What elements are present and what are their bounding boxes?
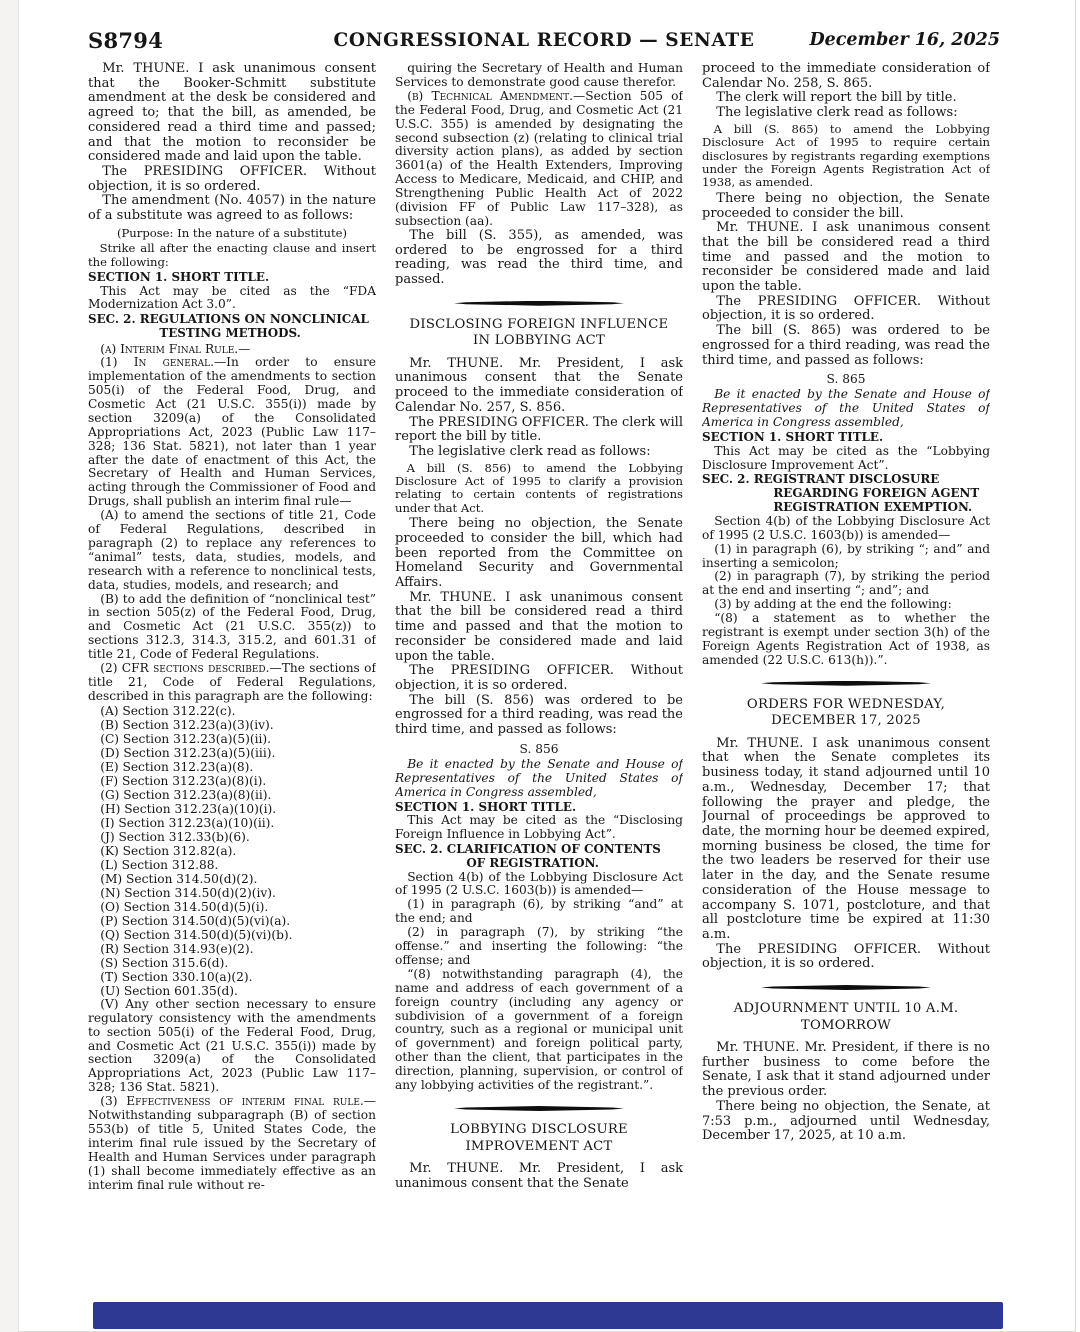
- paragraph: There being no objection, the Senate proceeded to consider the bill, which had been reported from the Committee on Homeland Security and Governmental Affairs.: [395, 516, 683, 591]
- cfr-list-item: (U) Section 601.35(d).: [100, 983, 238, 998]
- paragraph: Mr. THUNE. I ask unanimous consent that the Booker-Schmitt substitute amendment at the desk be considered and agreed to; that the bill, as amended, be considered read a third time and passed; and that the motion to reconsider be considered made and laid upon the table.: [88, 62, 376, 165]
- bill-text: (3) Effectiveness of interim final rule.—Notwithstanding subparagraph (B) of section 553(b) of title 5, United States Code, the interim final rule issued by the Secretary of Health and Human Services under paragraph (1) shall become immediately effective as an interim final rule without re-: [88, 1094, 376, 1192]
- masthead-title: CONGRESSIONAL RECORD — SENATE: [333, 30, 755, 51]
- section-heading: SEC. 2. REGULATIONS ON NONCLINICAL TESTING METHODS.: [88, 312, 369, 341]
- section-divider: [761, 985, 931, 990]
- paragraph: Mr. THUNE. I ask unanimous consent that the bill be considered read a third time and passed and that the motion to reconsider be considered made and laid upon the table.: [395, 589, 683, 664]
- cfr-list-item: (R) Section 314.93(e)(2).: [100, 941, 254, 956]
- paragraph: The amendment (No. 4057) in the nature of a substitute was agreed to as follows:: [88, 193, 376, 224]
- paragraph: proceed to the immediate consideration of Calendar No. 258, S. 865.: [702, 62, 990, 91]
- viewer-left-margin: [0, 0, 19, 1332]
- bill-text: (2) CFR sections described.—The sections of title 21, Code of Federal Regulations, described in this paragraph are the following:: [88, 661, 376, 703]
- bill-text: (B) to add the definition of “nonclinical test” in section 505(z) of the Federal Food, Drug, and Cosmetic Act (21 U.S.C. 355(z)) to sections 312.3, 314.3, 315.2, and 601.31 of title 21, Code of Federal Regulations.: [88, 591, 376, 662]
- bill-text: This Act may be cited as the “Disclosing Foreign Influence in Lobbying Act”.: [395, 813, 683, 841]
- cfr-list-item: (H) Section 312.23(a)(10)(i).: [100, 801, 277, 816]
- cfr-list-item: (O) Section 314.50(d)(5)(i).: [100, 899, 269, 914]
- small-caps-lead: (b) Technical Amendment.—: [407, 88, 586, 103]
- paragraph: There being no objection, the Senate proceeded to consider the bill.: [702, 190, 990, 221]
- reported-bill-title: A bill (S. 865) to amend the Lobbying Disclosure Act of 1995 to require certain disclosures by registrants regarding exemptions under the Foreign Agents Registration Act of 1938, as amended.: [702, 121, 990, 190]
- paragraph: The bill (S. 865) was ordered to be engrossed for a third reading, was read the third time, and passed as follows:: [702, 323, 990, 368]
- section-heading: SECTION 1. SHORT TITLE.: [88, 269, 270, 284]
- cfr-list-item: (A) Section 312.22(c).: [100, 703, 236, 718]
- bill-text: (b) Technical Amendment.—Section 505 of the Federal Food, Drug, and Cosmetic Act (21 U.S.C. 355) is amended by designating the second subsection (z) (relating to clinical trial diversity action plans), as added by section 3601(a) of the Health Extenders, Improving Access to Medicare, Medicaid, and CHIP, and Strengthening Public Health Act of 2022 (division FF of Public Law 117–328), as subsection (aa).: [395, 88, 683, 228]
- article-heading: LOBBYING DISCLOSURE IMPROVEMENT ACT: [450, 1122, 628, 1154]
- section-divider: [454, 1106, 624, 1111]
- small-caps-lead: (2) CFR sections described.—: [100, 661, 282, 676]
- enacting-clause: Be it enacted by the Senate and House of Representatives of the United States of America in Congress assembled,: [702, 387, 990, 430]
- bill-number: S. 856: [519, 741, 559, 756]
- bill-text: (3) by adding at the end the following:: [714, 597, 952, 612]
- article-heading: ORDERS FOR WEDNESDAY, DECEMBER 17, 2025: [746, 696, 946, 729]
- cfr-list-item: (C) Section 312.23(a)(5)(ii).: [100, 731, 272, 746]
- paragraph: Mr. THUNE. Mr. President, if there is no further business to come before the Senate, I ask that it stand adjourned under the previous order.: [702, 1040, 990, 1100]
- bill-text: “(8) a statement as to whether the registrant is exempt under section 3(h) of the Foreign Agents Registration Act of 1938, as amended (22 U.S.C. 613(h)).”.: [702, 611, 990, 667]
- page-number: S8794: [88, 28, 164, 53]
- cfr-list-item: (B) Section 312.23(a)(3)(iv).: [100, 717, 274, 732]
- article-heading: DISCLOSING FOREIGN INFLUENCE IN LOBBYING ACT: [409, 316, 669, 349]
- bill-text: Section 4(b) of the Lobbying Disclosure Act of 1995 (2 U.S.C. 1603(b)) is amended—: [395, 869, 683, 898]
- column-3: [702, 62, 990, 1247]
- cfr-list-item: (T) Section 330.10(a)(2).: [100, 969, 253, 984]
- subsection-heading: [88, 342, 376, 356]
- bill-text: This Act may be cited as the “Lobbying Disclosure Improvement Act”.: [702, 443, 990, 472]
- paragraph: The clerk will report the bill by title.: [716, 90, 957, 106]
- enacting-clause: Be it enacted by the Senate and House of Representatives of the United States of America in Congress assembled,: [395, 756, 683, 799]
- bill-text: (2) in paragraph (7), by striking “the offense.” and inserting the following: “the offense; and: [395, 925, 683, 967]
- paragraph: Mr. THUNE. Mr. President, I ask unanimous consent that the Senate: [395, 1161, 683, 1191]
- cfr-list-item: (Q) Section 314.50(d)(5)(vi)(b).: [100, 927, 293, 942]
- section-heading: SEC. 2. REGISTRANT DISCLOSURE REGARDING FOREIGN AGENT REGISTRATION EXEMPTION.: [702, 472, 980, 514]
- paragraph: The PRESIDING OFFICER. Without objection, it is so ordered.: [395, 663, 683, 693]
- paragraph: The PRESIDING OFFICER. The clerk will report the bill by title.: [395, 414, 683, 445]
- bill-text: (1) In general.—In order to ensure implementation of the amendments to section 505(i) of the Federal Food, Drug, and Cosmetic Act (21 U.S.C. 355(i)) made by section 3209(a) of the Consolidated Appropriations Act, 2023 (Public Law 117–328; 136 Stat. 5821), not later than 1 year after the date of enactment of this Act, the Secretary of Health and Human Services, acting through the Commissioner of Food and Drugs, shall publish an interim final rule—: [88, 355, 376, 509]
- column-2: [395, 62, 683, 1247]
- page-right-edge: [1075, 0, 1076, 1332]
- paragraph: The bill (S. 355), as amended, was ordered to be engrossed for a third reading, was read the third time, and passed.: [395, 227, 683, 287]
- small-caps-lead: (3) Effectiveness of interim final rule.—: [100, 1094, 376, 1109]
- paragraph: The PRESIDING OFFICER. Without objection, it is so ordered.: [702, 941, 990, 972]
- cfr-list-item: (K) Section 312.82(a).: [100, 843, 237, 858]
- bill-text: This Act may be cited as the “FDA Modernization Act 3.0”.: [88, 283, 376, 312]
- bill-text: quiring the Secretary of Health and Human Services to demonstrate good cause therefor.: [395, 62, 683, 89]
- section-divider: [761, 681, 931, 686]
- small-caps-lead: (1) In general.—: [100, 355, 227, 370]
- section-divider: [454, 301, 624, 306]
- paragraph: There being no objection, the Senate, at 7:53 p.m., adjourned until Wednesday, December 17, 2025, at 10 a.m.: [702, 1098, 990, 1144]
- section-heading: SEC. 2. CLARIFICATION OF CONTENTS OF REGISTRATION.: [395, 841, 661, 870]
- bill-text: (1) in paragraph (6), by striking “and” at the end; and: [395, 897, 683, 926]
- bill-number: S. 865: [826, 372, 866, 387]
- cfr-list-item: (J) Section 312.33(b)(6).: [100, 829, 250, 844]
- reported-bill-title: Strike all after the enacting clause and insert the following:: [88, 241, 376, 269]
- purpose-line: (Purpose: In the nature of a substitute): [116, 225, 347, 240]
- paragraph: The bill (S. 856) was ordered to be engrossed for a third reading, was read the third time, and passed as follows:: [395, 692, 683, 738]
- paragraph: Mr. THUNE. I ask unanimous consent that the bill be considered read a third time and passed and the motion to reconsider be considered made and laid upon the table.: [702, 220, 990, 295]
- bill-text: Section 4(b) of the Lobbying Disclosure Act of 1995 (2 U.S.C. 1603(b)) is amended—: [702, 513, 990, 542]
- bill-text: “(8) notwithstanding paragraph (4), the name and address of each government of a foreign country (including any agency or subdivision of a government of a foreign country, such as a regional or municipal unit of government) and foreign political party, other than the client, that participates in the direction, planning, supervision, or control of any lobbying activities of the registrant.”.: [395, 966, 683, 1093]
- bill-text: (1) in paragraph (6), by striking “; and” and inserting a semicolon;: [702, 541, 990, 570]
- cfr-list-item: (F) Section 312.23(a)(8)(i).: [100, 773, 267, 788]
- section-heading: SECTION 1. SHORT TITLE.: [702, 430, 884, 444]
- cfr-list-item: (D) Section 312.23(a)(5)(iii).: [100, 745, 276, 760]
- cfr-list-item: (L) Section 312.88.: [100, 857, 219, 872]
- column-1: [88, 62, 376, 1247]
- page-header: [88, 28, 1000, 58]
- cfr-list-item: (E) Section 312.23(a)(8).: [100, 759, 254, 774]
- cfr-list-item: (N) Section 314.50(d)(2)(iv).: [100, 885, 276, 900]
- paragraph: The PRESIDING OFFICER. Without objection, it is so ordered.: [88, 163, 376, 194]
- cfr-list-item: (S) Section 315.6(d).: [100, 955, 229, 970]
- three-column-text: [88, 62, 990, 1247]
- paragraph: Mr. THUNE. Mr. President, I ask unanimous consent that the Senate proceed to the immediate consideration of Calendar No. 257, S. 856.: [395, 355, 683, 415]
- horizontal-scrollbar[interactable]: [93, 1302, 1003, 1329]
- article-heading: ADJOURNMENT UNTIL 10 A.M. TOMORROW: [733, 1001, 959, 1033]
- paragraph: The PRESIDING OFFICER. Without objection, it is so ordered.: [702, 293, 990, 324]
- paragraph: The legislative clerk read as follows:: [409, 443, 651, 459]
- cfr-list-item: (P) Section 314.50(d)(5)(vi)(a).: [100, 913, 291, 928]
- cfr-list-item: (M) Section 314.50(d)(2).: [100, 871, 258, 886]
- cfr-list-item: (I) Section 312.23(a)(10)(ii).: [100, 815, 275, 830]
- paragraph: Mr. THUNE. I ask unanimous consent that when the Senate completes its business today, it stand adjourned until 10 a.m., Wednesday, December 17; that following the prayer and pledge, the Journal of proceedings be approved to date, the morning hour be deemed expired, morning business be closed, the time for the two leaders be reserved for their use later in the day, and the Senate resume consideration of the House message to accompany S. 1071, postcloture, and that all postcloture time be expired at 11:30 a.m.: [702, 735, 990, 942]
- small-caps-lead: (a) Interim Final Rule.—: [100, 341, 251, 356]
- issue-date: December 16, 2025: [809, 30, 1000, 50]
- bill-text: (V) Any other section necessary to ensure regulatory consistency with the amendments to section 505(i) of the Federal Food, Drug, and Cosmetic Act (21 U.S.C. 355(i)) made by section 3209(a) of the Consolidated Appropriations Act, 2023 (Public Law 117–328; 136 Stat. 5821).: [88, 996, 376, 1095]
- bill-text: (2) in paragraph (7), by striking the period at the end and inserting “; and”; and: [702, 569, 990, 598]
- cfr-list-item: (G) Section 312.23(a)(8)(ii).: [100, 787, 272, 802]
- reported-bill-title: A bill (S. 856) to amend the Lobbying Disclosure Act of 1995 to clarify a provision relating to certain contents of registrations under that Act.: [395, 460, 683, 515]
- bill-text: (A) to amend the sections of title 21, Code of Federal Regulations, described in paragraph (2) to replace any references to “animal” tests, data, studies, models, and research with a reference to nonclinical tests, data, studies, models, and research; and: [88, 508, 376, 592]
- paragraph: The legislative clerk read as follows:: [716, 105, 958, 121]
- section-heading: SECTION 1. SHORT TITLE.: [395, 799, 577, 814]
